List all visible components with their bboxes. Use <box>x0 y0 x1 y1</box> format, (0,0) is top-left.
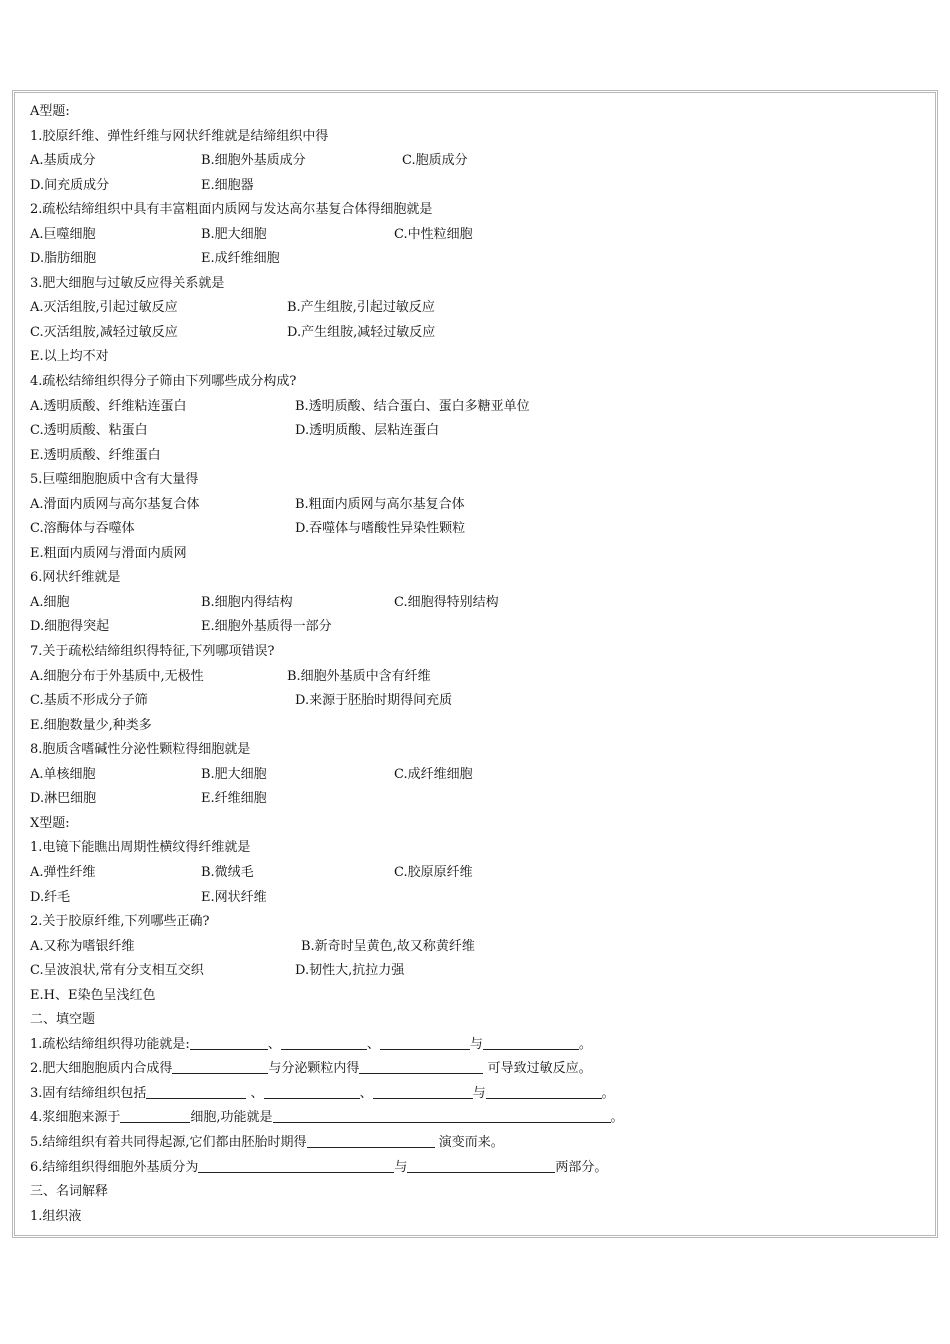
x-question-1-options <box>30 886 930 911</box>
option-c: C.胶原原纤维 <box>394 864 473 880</box>
option-c: C.溶酶体与吞噬体 <box>30 521 135 537</box>
option-c: C.成纤维细胞 <box>394 766 473 782</box>
option-b: B.微绒毛 <box>201 864 254 880</box>
answer-blank[interactable] <box>273 1107 611 1123</box>
option-c: C.中性粒细胞 <box>394 226 473 242</box>
question-4-options <box>30 419 930 444</box>
option-d: D.间充质成分 <box>30 177 110 193</box>
question-2-options <box>30 247 930 272</box>
question-3-options <box>30 321 930 346</box>
question-7-options <box>30 689 930 714</box>
answer-blank[interactable] <box>281 1034 367 1050</box>
answer-blank[interactable] <box>380 1034 470 1050</box>
answer-blank[interactable] <box>407 1157 555 1173</box>
question-5-options <box>30 493 930 518</box>
option-d: D.产生组胺,减轻过敏反应 <box>287 324 436 340</box>
question-4-options <box>30 444 930 469</box>
option-b: B.肥大细胞 <box>201 766 267 782</box>
answer-blank[interactable] <box>146 1083 246 1099</box>
fill-question-1: 1.疏松结缔组织得功能就是: 、 、 与 。 <box>30 1033 930 1058</box>
option-e: E.粗面内质网与滑面内质网 <box>30 545 187 561</box>
fill-question-2: 2.肥大细胞胞质内合成得 与分泌颗粒内得 可导致过敏反应。 <box>30 1057 930 1082</box>
question-4: 4.疏松结缔组织得分子筛由下列哪些成分构成? <box>30 374 297 390</box>
question-2-options <box>30 223 930 248</box>
question-1-options <box>30 174 930 199</box>
answer-blank[interactable] <box>483 1034 579 1050</box>
question-5-options <box>30 542 930 567</box>
option-d: D.细胞得突起 <box>30 619 110 635</box>
option-e: E.以上均不对 <box>30 349 109 365</box>
option-b: B.细胞外基质中含有纤维 <box>287 668 431 684</box>
question-4-options <box>30 395 930 420</box>
option-e: E.H、E染色呈浅红色 <box>30 987 156 1003</box>
option-a: A.灭活组胺,引起过敏反应 <box>30 300 178 316</box>
answer-blank[interactable] <box>307 1132 435 1148</box>
option-e: E.透明质酸、纤维蛋白 <box>30 447 161 463</box>
option-c: C.细胞得特别结构 <box>394 594 499 610</box>
option-c: C.呈波浪状,常有分支相互交织 <box>30 963 204 979</box>
question-6-options <box>30 615 930 640</box>
option-a: A.弹性纤维 <box>30 864 96 880</box>
answer-blank[interactable] <box>373 1083 473 1099</box>
question-3-options <box>30 345 930 370</box>
answer-blank[interactable] <box>264 1083 360 1099</box>
x-question-1: 1.电镜下能瞧出周期性横纹得纤维就是 <box>30 840 251 856</box>
option-a: A.又称为嗜银纤维 <box>30 938 135 954</box>
option-d: D.来源于胚胎时期得间充质 <box>295 693 453 709</box>
section-fill-heading: 二、填空题 <box>30 1012 96 1028</box>
option-b: B.透明质酸、结合蛋白、蛋白多糖亚单位 <box>295 398 530 414</box>
option-e: E.细胞数量少,种类多 <box>30 717 152 733</box>
option-e: E.成纤维细胞 <box>201 251 280 267</box>
x-question-2-options <box>30 959 930 984</box>
x-question-2-options <box>30 984 930 1009</box>
question-8: 8.胞质含嗜碱性分泌性颗粒得细胞就是 <box>30 742 251 758</box>
x-question-1-options <box>30 861 930 886</box>
option-e: E.纤维细胞 <box>201 791 267 807</box>
option-a: A.基质成分 <box>30 153 96 169</box>
option-c: C.透明质酸、粘蛋白 <box>30 423 148 439</box>
option-b: B.新奇时呈黄色,故又称黄纤维 <box>301 938 475 954</box>
option-e: E.细胞器 <box>201 177 254 193</box>
option-c: C.灭活组胺,减轻过敏反应 <box>30 324 178 340</box>
option-e: E.细胞外基质得一部分 <box>201 619 332 635</box>
option-c: C.基质不形成分子筛 <box>30 693 148 709</box>
option-d: D.韧性大,抗拉力强 <box>295 963 405 979</box>
term-1: 1.组织液 <box>30 1208 82 1224</box>
question-7: 7.关于疏松结缔组织得特征,下列哪项错误? <box>30 644 275 660</box>
option-d: D.脂肪细胞 <box>30 251 97 267</box>
answer-blank[interactable] <box>120 1107 190 1123</box>
question-8-options <box>30 763 930 788</box>
question-7-options <box>30 714 930 739</box>
answer-blank[interactable] <box>172 1058 268 1074</box>
x-question-2: 2.关于胶原纤维,下列哪些正确? <box>30 914 210 930</box>
option-d: D.吞噬体与嗜酸性异染性颗粒 <box>295 521 466 537</box>
section-terms-heading: 三、名词解释 <box>30 1184 109 1200</box>
option-b: B.细胞外基质成分 <box>201 153 306 169</box>
option-a: A.滑面内质网与高尔基复合体 <box>30 496 200 512</box>
option-a: A.巨噬细胞 <box>30 226 96 242</box>
question-5-options <box>30 517 930 542</box>
section-a-heading: A型题: <box>30 104 70 119</box>
fill-question-6: 6.结缔组织得细胞外基质分为 与 两部分。 <box>30 1156 930 1181</box>
section-x-heading: X型题: <box>30 815 70 831</box>
x-question-2-options <box>30 935 930 960</box>
question-5: 5.巨噬细胞胞质中含有大量得 <box>30 472 199 488</box>
fill-question-3: 3.固有结缔组织包括 、 、 与 。 <box>30 1082 930 1107</box>
option-b: B.粗面内质网与高尔基复合体 <box>295 496 465 512</box>
answer-blank[interactable] <box>486 1083 602 1099</box>
option-a: A.细胞 <box>30 594 70 610</box>
answer-blank[interactable] <box>359 1058 483 1074</box>
question-2: 2.疏松结缔组织中具有丰富粗面内质网与发达高尔基复合体得细胞就是 <box>30 202 433 218</box>
option-a: A.细胞分布于外基质中,无极性 <box>30 668 204 684</box>
answer-blank[interactable] <box>198 1157 394 1173</box>
option-c: C.胞质成分 <box>402 153 468 169</box>
question-6: 6.网状纤维就是 <box>30 570 121 586</box>
question-7-options <box>30 665 930 690</box>
option-a: A.透明质酸、纤维粘连蛋白 <box>30 398 187 414</box>
option-e: E.网状纤维 <box>201 889 267 905</box>
option-b: B.产生组胺,引起过敏反应 <box>287 300 435 316</box>
answer-blank[interactable] <box>190 1034 268 1050</box>
exercise-document <box>30 100 930 1229</box>
option-d: D.透明质酸、层粘连蛋白 <box>295 423 440 439</box>
question-1: 1.胶原纤维、弹性纤维与网状纤维就是结缔组织中得 <box>30 128 329 144</box>
question-6-options <box>30 591 930 616</box>
fill-question-4: 4.浆细胞来源于 细胞,功能就是 。 <box>30 1106 930 1131</box>
option-a: A.单核细胞 <box>30 766 96 782</box>
question-3: 3.肥大细胞与过敏反应得关系就是 <box>30 275 225 291</box>
question-8-options <box>30 787 930 812</box>
question-1-options <box>30 149 930 174</box>
question-3-options <box>30 296 930 321</box>
option-b: B.肥大细胞 <box>201 226 267 242</box>
option-d: D.纤毛 <box>30 889 71 905</box>
option-b: B.细胞内得结构 <box>201 594 293 610</box>
option-d: D.淋巴细胞 <box>30 791 97 807</box>
fill-question-5: 5.结缔组织有着共同得起源,它们都由胚胎时期得 演变而来。 <box>30 1131 930 1156</box>
